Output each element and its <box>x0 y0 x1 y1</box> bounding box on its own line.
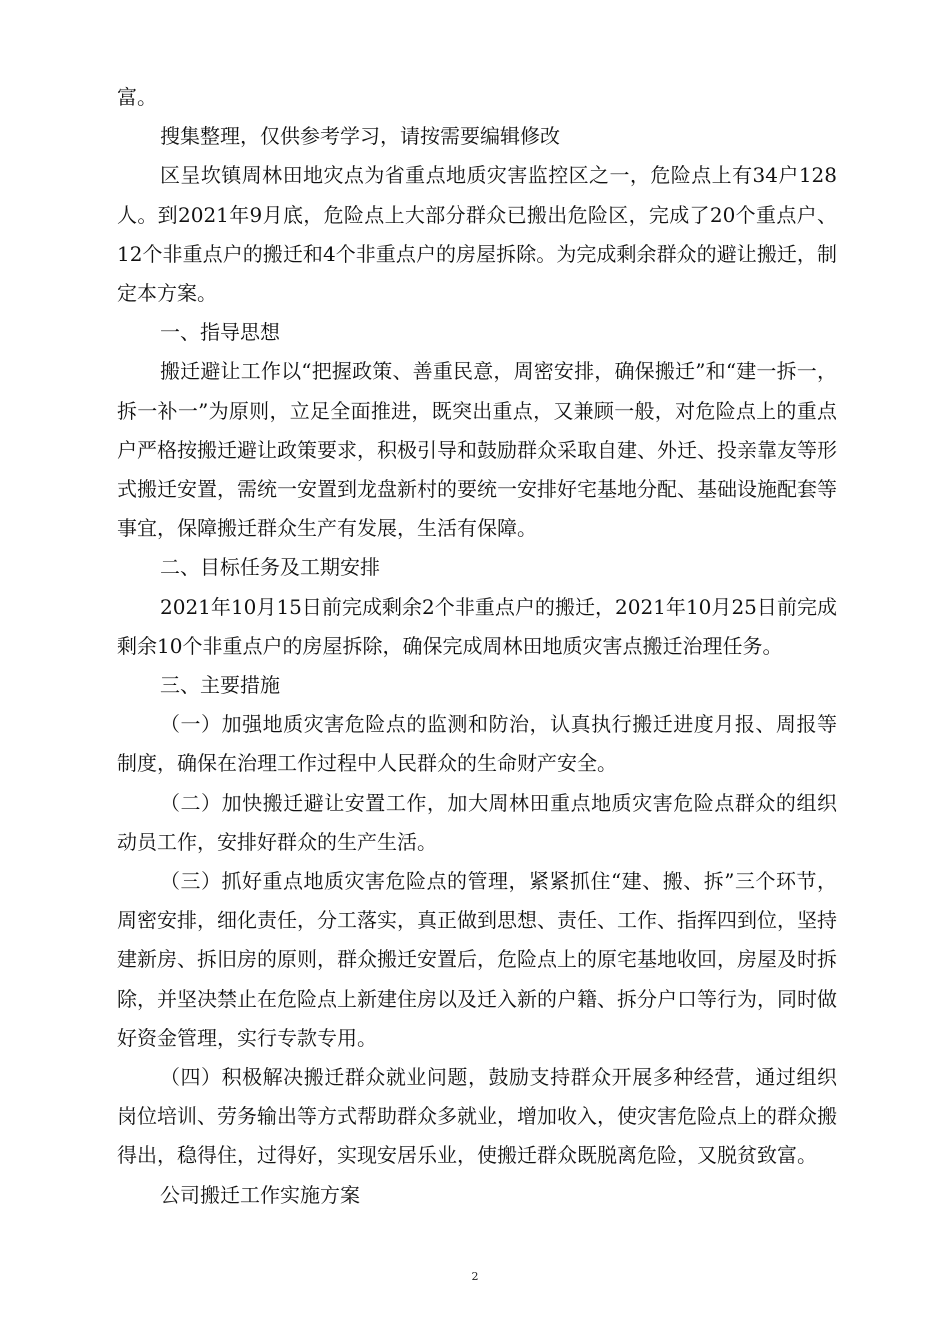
paragraph-note: 搜集整理，仅供参考学习，请按需要编辑修改 <box>160 124 560 149</box>
section-heading-goals-schedule: 二、目标任务及工期安排 <box>160 555 380 580</box>
paragraph-guiding-ideology: 搬迁避让工作以“把握政策、善重民意，周密安排，确保搬迁”和“建一拆一，拆一补一”为原则，立足全面推进，既突出重点，又兼顾一般，对危险点上的重点户严格按搬迁避让政策要求，积极引导和鼓励群众采取自建、外迁、投亲靠友等形式搬迁安置，需统一安置到龙盘新村的要统一安排好宅基地分配、基础设施配套等事宜，保障搬迁群众生产有发展，生活有保障。 <box>117 359 837 541</box>
paragraph-intro: 区呈坎镇周林田地灾点为省重点地质灾害监控区之一，危险点上有34户128人。到2021年9月底，危险点上大部分群众已搬出危险区，完成了20个重点户、12个非重点户的搬迁和4个非重点户的房屋拆除。为完成剩余群众的避让搬迁，制定本方案。 <box>117 163 837 306</box>
paragraph-measure-1: （一）加强地质灾害危险点的监测和防治，认真执行搬迁进度月报、周报等制度，确保在治理工作过程中人民群众的生命财产安全。 <box>117 712 837 776</box>
paragraph-title-next: 公司搬迁工作实施方案 <box>160 1182 360 1207</box>
document-body <box>117 78 837 1215</box>
paragraph-continuation: 富。 <box>117 85 157 109</box>
paragraph-measure-4: （四）积极解决搬迁群众就业问题，鼓励支持群众开展多种经营，通过组织岗位培训、劳务输出等方式帮助群众多就业，增加收入，使灾害危险点上的群众搬得出，稳得住，过得好，实现安居乐业，使搬迁群众既脱离危险，又脱贫致富。 <box>117 1065 837 1168</box>
paragraph-measure-3: （三）抓好重点地质灾害危险点的管理，紧紧抓住“建、搬、拆”三个环节，周密安排，细化责任，分工落实，真正做到思想、责任、工作、指挥四到位，坚持建新房、拆旧房的原则，群众搬迁安置后，危险点上的原宅基地收回，房屋及时拆除，并坚决禁止在危险点上新建住房以及迁入新的户籍、拆分户口等行为，同时做好资金管理，实行专款专用。 <box>117 869 837 1050</box>
page-number: 2 <box>471 1270 479 1283</box>
section-heading-guiding-ideology: 一、指导思想 <box>160 320 280 345</box>
paragraph-goals-schedule: 2021年10月15日前完成剩余2个非重点户的搬迁，2021年10月25日前完成剩余10个非重点户的房屋拆除，确保完成周林田地质灾害点搬迁治理任务。 <box>117 594 837 658</box>
paragraph-measure-2: （二）加快搬迁避让安置工作，加大周林田重点地质灾害危险点群众的组织动员工作，安排好群众的生产生活。 <box>117 790 837 854</box>
section-heading-main-measures: 三、主要措施 <box>160 673 280 698</box>
